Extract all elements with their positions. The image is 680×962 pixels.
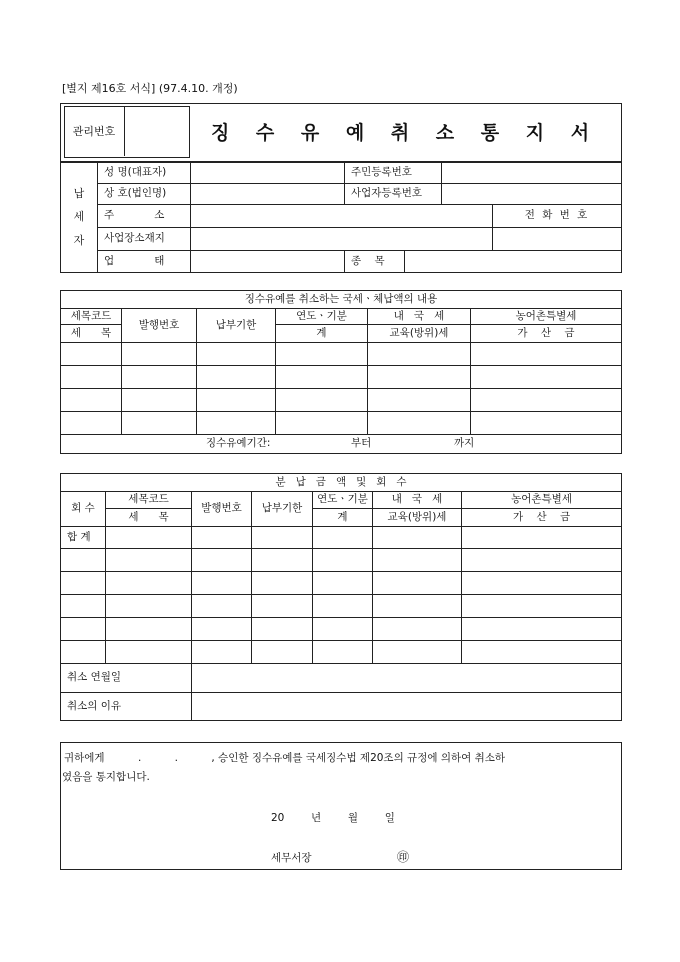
section1-title: 징수유예를 취소하는 국세ㆍ체납액의 내용 <box>61 291 622 309</box>
table-row <box>61 595 622 618</box>
section2-title: 분 납 금 액 및 회 수 <box>61 474 622 492</box>
table-row <box>61 343 622 366</box>
phone-value[interactable] <box>493 228 622 251</box>
col-total: 계 <box>276 325 368 343</box>
business-type-label: 업 태 <box>98 251 191 273</box>
col-domestic: 내 국 세 <box>368 309 471 325</box>
address-value[interactable] <box>191 205 493 228</box>
table-row <box>61 549 622 572</box>
installment-table <box>60 473 622 721</box>
col-count: 회 수 <box>61 492 106 527</box>
col-agri-2: 농어촌특별세 <box>462 492 622 509</box>
business-location-label: 사업장소재지 <box>98 228 191 251</box>
trade-name-value[interactable] <box>191 184 345 205</box>
business-no-value[interactable] <box>442 184 622 205</box>
table-row <box>61 618 622 641</box>
table-row <box>61 389 622 412</box>
notice-line2: 였음을 통지합니다. <box>62 771 150 783</box>
resident-no-label: 주민등록번호 <box>345 162 442 184</box>
page-title: 징 수 유 예 취 소 통 지 서 <box>210 122 600 144</box>
trade-name-label: 상 호(법인명) <box>98 184 191 205</box>
table-row <box>61 641 622 664</box>
form-label: [별지 제16호 서식] (97.4.10. 개정) <box>62 82 238 95</box>
col-issue-no: 발행번호 <box>122 309 197 343</box>
name-value[interactable] <box>191 162 345 184</box>
resident-no-value[interactable] <box>442 162 622 184</box>
col-add: 가 산 금 <box>471 325 622 343</box>
table-row <box>61 572 622 595</box>
period-from-label: 부터 <box>351 437 372 449</box>
sum-label: 합 계 <box>61 527 106 549</box>
col-total-2: 계 <box>313 509 373 527</box>
period-to-label: 까지 <box>454 437 475 449</box>
item-value[interactable] <box>405 251 622 273</box>
deferment-period-row <box>61 435 622 454</box>
col-tax-code: 세목코드 <box>61 309 122 325</box>
cancel-date-label: 취소 연월일 <box>61 664 192 693</box>
col-due-2: 납부기한 <box>252 492 313 527</box>
col-due: 납부기한 <box>197 309 276 343</box>
name-label: 성 명(대표자) <box>98 162 191 184</box>
col-edu: 교육(방위)세 <box>368 325 471 343</box>
table-row <box>61 366 622 389</box>
cancel-reason-label: 취소의 이유 <box>61 693 192 721</box>
col-domestic-2: 내 국 세 <box>373 492 462 509</box>
col-agri: 농어촌특별세 <box>471 309 622 325</box>
business-location-value[interactable] <box>191 228 493 251</box>
notice-date: 20 년 월 일 <box>271 812 395 824</box>
address-label: 주 소 <box>98 205 191 228</box>
period-label: 징수유예기간: <box>206 437 271 449</box>
col-tax-code-2: 세목코드 <box>106 492 192 509</box>
seal-icon: ㊞ <box>397 850 410 864</box>
col-issue-no-2: 발행번호 <box>192 492 252 527</box>
col-tax-item: 세 목 <box>61 325 122 343</box>
item-label: 종 목 <box>345 251 405 273</box>
deferment-table <box>60 290 622 454</box>
cancel-reason-value[interactable] <box>192 693 622 721</box>
col-tax-item-2: 세 목 <box>106 509 192 527</box>
taxpayer-side-label: 납 세 자 <box>61 162 98 273</box>
phone-label: 전 화 번 호 <box>493 205 622 228</box>
col-edu-2: 교육(방위)세 <box>373 509 462 527</box>
cancel-date-value[interactable] <box>192 664 622 693</box>
notice-line1: 귀하에게 . . , 승인한 징수유예를 국세징수법 제20조의 규정에 의하여 취소하 <box>64 752 506 764</box>
business-no-label: 사업자등록번호 <box>345 184 442 205</box>
taxpayer-table <box>60 161 622 273</box>
col-year-2: 연도ㆍ기분 <box>313 492 373 509</box>
business-type-value[interactable] <box>191 251 345 273</box>
mgmt-no-label: 관리번호 <box>64 106 125 156</box>
col-year: 연도ㆍ기분 <box>276 309 368 325</box>
table-row <box>61 412 622 435</box>
col-add-2: 가 산 금 <box>462 509 622 527</box>
notice-signer: 세무서장 <box>271 852 312 864</box>
